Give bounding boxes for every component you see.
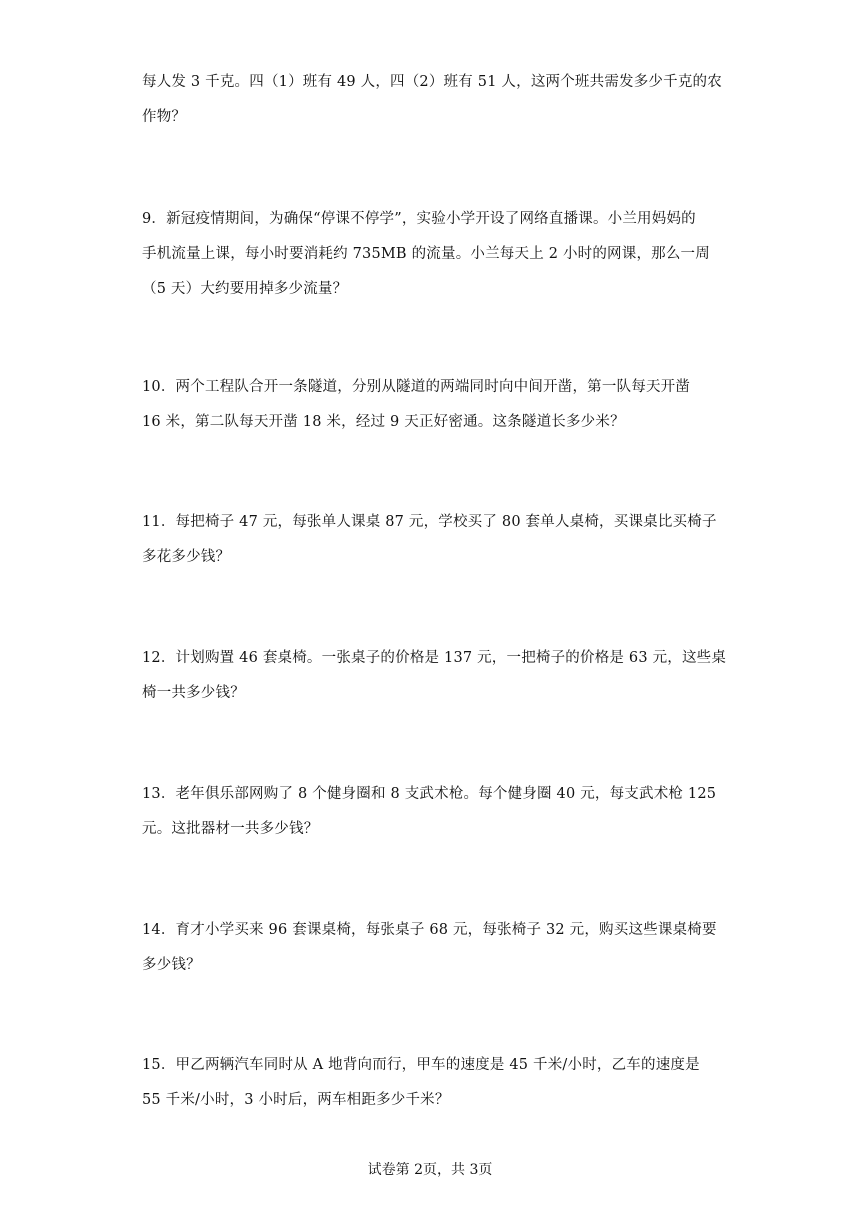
- page-footer: 试卷第 2页，共 3页: [367, 1162, 493, 1178]
- problem-9-line-2: 手机流量上课，每小时要消耗约 735MB 的流量。小兰每天上 2 小时的网课，那么一周: [142, 246, 710, 262]
- problem-11-line-2: 多花多少钱？: [142, 549, 231, 565]
- problem-8-line-2: 作物？: [142, 109, 187, 125]
- problem-12-line-2: 椅一共多少钱？: [142, 685, 245, 701]
- problem-9-line-3: （5 天）大约要用掉多少流量？: [142, 281, 348, 297]
- problem-10-line-2: 16 米，第二队每天开凿 18 米，经过 9 天正好密通。这条隧道长多少米？: [142, 414, 625, 430]
- problem-14-line-2: 多少钱？: [142, 957, 201, 973]
- problem-13-line-2: 元。这批器材一共多少钱？: [142, 821, 319, 837]
- problem-12-line-1: 12．计划购置 46 套桌椅。一张桌子的价格是 137 元，一把椅子的价格是 63 元，这些桌: [142, 650, 727, 666]
- problem-8-line-1: 每人发 3 千克。四（1）班有 49 人，四（2）班有 51 人，这两个班共需发多少千克的农: [142, 74, 722, 90]
- problem-14-line-1: 14．育才小学买来 96 套课桌椅，每张桌子 68 元，每张椅子 32 元，购买这些课桌椅要: [142, 922, 717, 938]
- problem-13-line-1: 13．老年俱乐部网购了 8 个健身圈和 8 支武术枪。每个健身圈 40 元，每支武术枪 125: [142, 786, 717, 802]
- problem-11-line-1: 11．每把椅子 47 元，每张单人课桌 87 元，学校买了 80 套单人桌椅，买课桌比买椅子: [142, 514, 717, 530]
- problem-10-line-1: 10．两个工程队合开一条隧道，分别从隧道的两端同时向中间开凿，第一队每天开凿: [142, 379, 691, 395]
- problem-15-line-2: 55 千米/小时，3 小时后，两车相距多少千米？: [142, 1092, 450, 1108]
- problem-15-line-1: 15．甲乙两辆汽车同时从 A 地背向而行，甲车的速度是 45 千米/小时，乙车的速度是: [142, 1057, 700, 1073]
- problem-9-line-1: 9．新冠疫情期间，为确保“停课不停学”，实验小学开设了网络直播课。小兰用妈妈的: [142, 211, 696, 227]
